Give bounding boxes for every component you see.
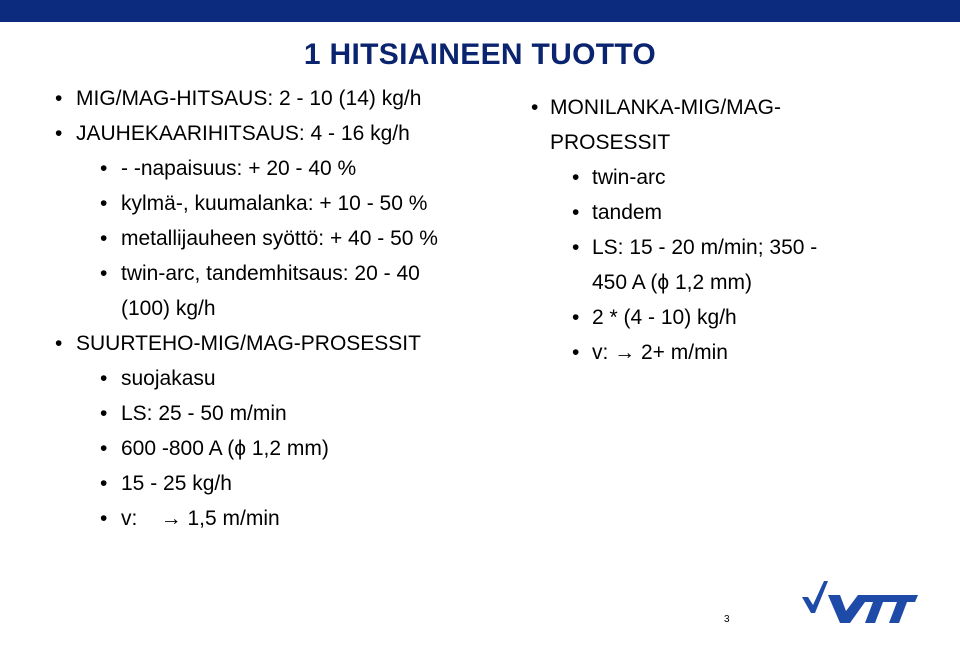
sub-bullet-item <box>528 160 948 195</box>
bullet-text: LS: 25 - 50 m/min <box>121 402 287 425</box>
bullet-text: • MONILANKA-MIG/MAG- <box>550 96 782 119</box>
bullet-text: v: → 1,5 m/min <box>121 507 280 530</box>
bullet-continuation: 450 A (ϕ 1,2 mm) <box>592 271 752 294</box>
sub-bullet-item <box>52 501 502 536</box>
left-bullet-column <box>52 81 502 536</box>
bullet-text: 2 * (4 - 10) kg/h <box>592 306 737 329</box>
bullet-item <box>52 81 502 116</box>
bullet-text: twin-arc <box>592 166 666 189</box>
sub-bullet-item <box>52 466 502 501</box>
bullet-continuation: PROSESSIT <box>550 131 671 154</box>
bullet-text: JAUHEKAARIHITSAUS: 4 - 16 kg/h <box>76 122 410 145</box>
right-bullet-column <box>528 90 948 370</box>
sub-bullet-item <box>52 186 502 221</box>
bullet-item <box>528 90 948 160</box>
sub-bullet-item <box>528 230 948 300</box>
bullet-text: 15 - 25 kg/h <box>121 472 232 495</box>
sub-bullet-item <box>52 361 502 396</box>
bullet-text: SUURTEHO-MIG/MAG-PROSESSIT <box>76 332 421 355</box>
vtt-logo-lettering <box>828 595 918 623</box>
bullet-text: 600 -800 A (ϕ 1,2 mm) <box>121 437 329 460</box>
bullet-text: tandem <box>592 201 663 224</box>
bullet-text: v: → 2+ m/min <box>592 341 728 364</box>
bullet-text: - -napaisuus: + 20 - 40 % <box>121 157 357 180</box>
sub-bullet-item <box>52 221 502 256</box>
bullet-text: • LS: 15 - 20 m/min; 350 - <box>592 236 818 259</box>
bullet-item <box>52 116 502 151</box>
sub-bullet-item <box>528 300 948 335</box>
sub-bullet-item <box>528 195 948 230</box>
bullet-text: MIG/MAG-HITSAUS: 2 - 10 (14) kg/h <box>76 87 422 110</box>
vtt-logo <box>798 575 918 625</box>
slide-title: 1 HITSIAINEEN TUOTTO <box>303 38 657 71</box>
bullet-text: • twin-arc, tandemhitsaus: 20 - 40 <box>121 262 420 285</box>
sub-bullet-item <box>528 335 948 370</box>
top-banner-bar <box>0 0 960 22</box>
bullet-item <box>52 326 502 361</box>
sub-bullet-item <box>52 151 502 186</box>
sub-bullet-item <box>52 396 502 431</box>
vtt-logo-wave <box>802 581 828 613</box>
bullet-continuation: (100) kg/h <box>121 297 216 320</box>
sub-bullet-item <box>52 431 502 466</box>
sub-bullet-item <box>52 256 502 326</box>
bullet-text: suojakasu <box>121 367 216 390</box>
page-number: 3 <box>724 614 730 625</box>
bullet-text: kylmä-, kuumalanka: + 10 - 50 % <box>121 192 428 215</box>
bullet-text: metallijauheen syöttö: + 40 - 50 % <box>121 227 438 250</box>
